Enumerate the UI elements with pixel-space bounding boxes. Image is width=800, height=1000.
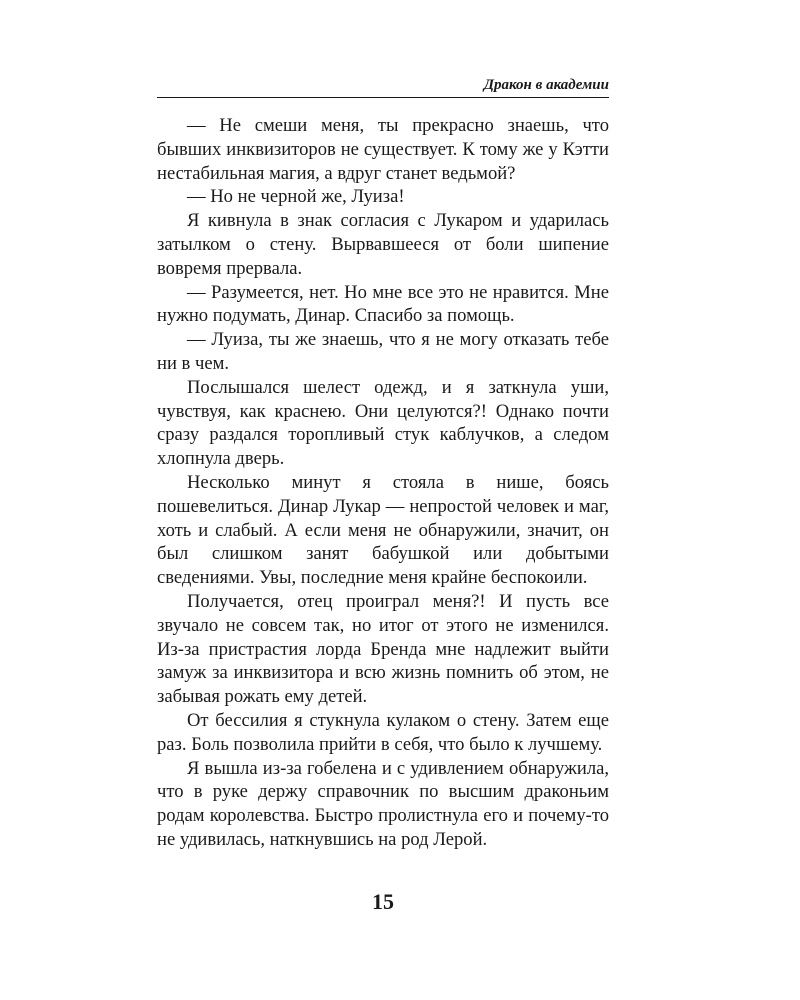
running-head-title: Дракон в академии bbox=[483, 77, 609, 93]
paragraph: — Но не черной же, Луиза! bbox=[187, 186, 405, 208]
header-rule bbox=[157, 97, 609, 98]
paragraph: Я кивнула в знак согласия с Лукаром и ударилась затылком о стену. Вырвавшееся от боли шипение вовремя прервала. bbox=[157, 210, 609, 279]
paragraph: Послышался шелест одежд, и я заткнула уши, чувствуя, как краснею. Они целуются?! Однако почти сразу раздался торопливый стук каблучков, а следом хлопнула дверь. bbox=[157, 376, 609, 470]
paragraph: Несколько минут я стояла в нише, боясь пошевелиться. Динар Лукар — непростой человек и маг, хоть и слабый. А если меня не обнаружили, значит, он был слишком занят бабушкой или добытыми сведениями. Увы, последние меня крайне беспокоили. bbox=[157, 471, 609, 589]
paragraph: От бессилия я стукнула кулаком о стену. Затем еще раз. Боль позволила прийти в себя, что было к лучшему. bbox=[157, 709, 609, 755]
paragraph: Получается, отец проиграл меня?! И пусть все звучало не совсем так, но итог от этого не изменился. Из-за пристрастия лорда Бренда мне надлежит выйти замуж за инквизитора и всю жизнь помнить об этом, не забывая рожать ему детей. bbox=[157, 590, 609, 708]
paragraph: — Разумеется, нет. Но мне все это не нравится. Мне нужно подумать, Динар. Спасибо за помощь. bbox=[157, 281, 609, 327]
paragraph: Я вышла из-за гобелена и с удивлением обнаружила, что в руке держу справочник по высшим драконьим родам королевства. Быстро пролистнула его и почему-то не удивилась, наткнувшись на род Лерой. bbox=[157, 757, 609, 850]
body-text bbox=[157, 114, 609, 852]
paragraph: — Не смеши меня, ты прекрасно знаешь, что бывших инквизиторов не существует. К тому же у Кэтти нестабильная магия, а вдруг станет ведьмой? bbox=[157, 115, 609, 184]
paragraph: — Луиза, ты же знаешь, что я не могу отказать тебе ни в чем. bbox=[157, 329, 609, 374]
page-number: 15 bbox=[372, 889, 394, 914]
